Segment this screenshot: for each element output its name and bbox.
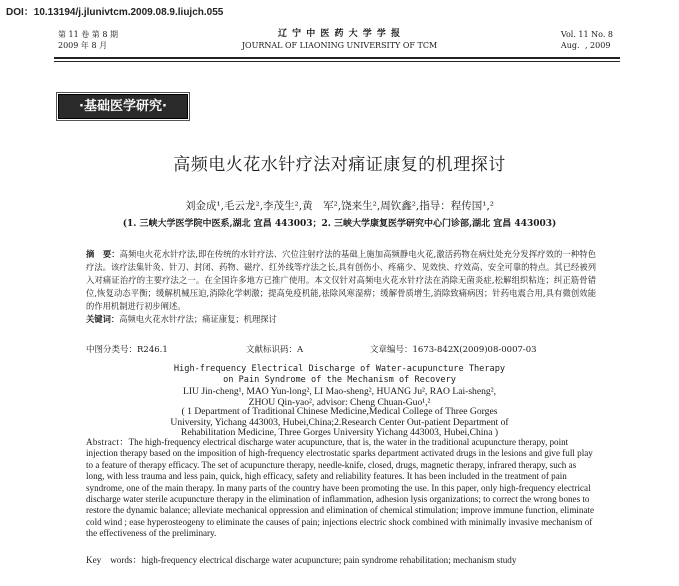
keywords-cn-label: 关键词： xyxy=(86,314,120,324)
abstract-cn-label: 摘 要： xyxy=(86,249,120,259)
abstract-en-text: The high-frequency electrical discharge water acupuncture, that is, the water in the traditional acupuncture therapy, point injection therapy based on the imposition of high-frequency electrostatic sparks department activated drugs in the lesions and give full play to a feature of therapy efficacy. The set of acupuncture therapy, needle-knife, closed, drugs, magnetic therapy, infrared therapy, such as long, with less trauma and less pain, quick, high efficacy, safety and reliability features. It has been included in the treatment of pain syndrome, one of the main therapy. In many parts of the country have been promoting the use. In this paper, only high-frequency electrical discharge water sterile acupuncture therapy in the elimination of inflammation, adhesion lysis organizations; to correct the wrong bones to restore the dynamic balance; alleviate mechanical oppression and elimination of chemical stimulation; improve immune function, eliminate cold wind ; ease hyperosteogeny to eliminate the causes of pain; injections electric shock combined with minimally invasive mechanism of the effectiveness of the preliminary. xyxy=(86,437,595,539)
doc-value: A xyxy=(297,345,304,355)
keywords-en-text: high-frequency electrical discharge water acupuncture; pain syndrome rehabilitation; mechanism study xyxy=(141,555,517,565)
header-date-en: Aug．, 2009 xyxy=(560,41,611,50)
header-volume-block xyxy=(561,29,613,51)
paper-title-cn: 高频电火花水针疗法对痛证康复的机理探讨 xyxy=(173,155,506,175)
abstract-en xyxy=(86,437,596,540)
authors-en xyxy=(0,386,679,408)
abstract-en-label: Abstract： xyxy=(86,437,129,447)
affiliation-en-line2: University, Yichang 443003, Hubei,China;2.Research Center Out-patient Department of xyxy=(170,416,509,428)
header-rule-thick xyxy=(54,57,620,59)
doc-code xyxy=(246,343,303,355)
keywords-cn-text: 高频电火花水针疗法；痛证康复；机理探讨 xyxy=(119,314,277,324)
article-number xyxy=(370,343,537,355)
section-banner: ·基础医学研究· xyxy=(58,94,188,119)
authors-en-line1: LIU Jin-cheng¹, MAO Yun-long², LI Mao-sheng², HUANG Ju², RAO Lai-sheng², xyxy=(183,386,496,397)
clc-value: R246.1 xyxy=(137,345,168,355)
abstract-cn-text: 高频电火花水针疗法,即在传统的水针疗法、穴位注射疗法的基础上施加高频静电火花,激活药物在病灶处充分发挥疗效的一种特色疗法。该疗法集针灸、针刀、封闭、药物、磁疗、红外线等疗法之长,具有创伤小、疼痛少、见效快、疗效高、安全可靠的特点。其已经被列入对痛证治疗的主要疗法之一。在全国许多地方已推广使用。本文仅针对高频电火花水针疗法在消除无菌炎症,松解组织粘连；纠正筋骨错位,恢复动态平衡；缓解机械压迫,消除化学刺激；提高免疫机能,祛除风寒湿痹；缓解骨质增生,消除致痛病因；针药电震合用,具有微创效能的作用机制进行初步阐述。 xyxy=(86,249,596,311)
header-journal-cn: 辽 宁 中 医 药 大 学 学 报 xyxy=(277,29,402,39)
authors-cn: 刘金成¹,毛云龙²,李茂生²,黄 军²,饶来生²,周钦鑫²,指导：程传国¹,² xyxy=(184,200,495,212)
title-en-line2: on Pain Syndrome of the Mechanism of Recovery xyxy=(223,375,456,385)
clc-label: 中图分类号： xyxy=(86,345,138,355)
title-en-line1: High-frequency Electrical Discharge of Water-acupuncture Therapy xyxy=(173,364,506,374)
doc-label: 文献标识码： xyxy=(246,345,298,355)
affiliation-en xyxy=(0,407,679,439)
header-issue-cn: 第 11 卷 第 8 期 xyxy=(58,30,118,39)
paper-title-en xyxy=(0,364,679,386)
header-rule-thin xyxy=(54,61,620,62)
header-volume-en: Vol. 11 No. 8 xyxy=(560,30,613,39)
clc-number xyxy=(86,343,168,355)
header-date-cn: 2009 年 8 月 xyxy=(58,41,108,50)
art-value: 1673-842X(2009)08-0007-03 xyxy=(412,345,537,355)
keywords-en xyxy=(86,555,596,566)
doi-line: DOI：10.13194/j.jlunivtcm.2009.08.9.liujch.055 xyxy=(6,7,224,18)
affiliation-cn: (1. 三峡大学医学院中医系,湖北 宜昌 443003；2. 三峡大学康复医学研究中心门诊部,湖北 宜昌 443003) xyxy=(122,219,557,229)
authors-en-line2: ZHOU Qin-yao², advisor: Cheng Chuan-Guo¹,² xyxy=(248,397,431,408)
abstract-cn xyxy=(86,248,596,326)
affiliation-en-line1: ( 1 Department of Traditional Chinese Medicine,Medical College of Three Gorges xyxy=(181,406,498,417)
affiliation-en-line3: Rehabilitation Medicine, Three Gorges University Yichang 443003, Hubei,China ) xyxy=(180,427,499,438)
art-label: 文章编号： xyxy=(370,345,413,355)
keywords-en-label: Key words： xyxy=(86,555,142,565)
header-journal-en: JOURNAL OF LIAONING UNIVERSITY OF TCM xyxy=(241,41,438,50)
